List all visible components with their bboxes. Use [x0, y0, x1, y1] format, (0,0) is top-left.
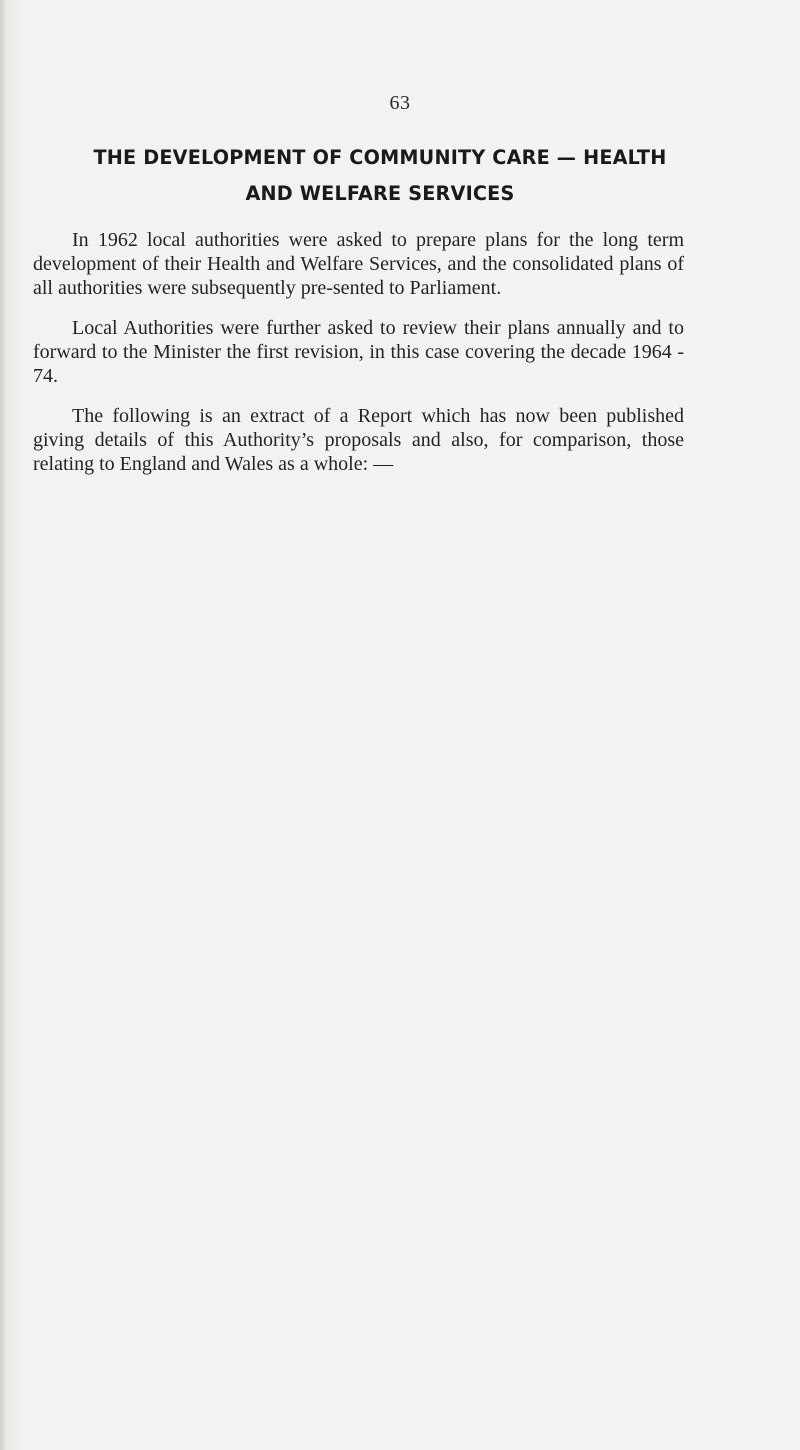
heading-line-1: THE DEVELOPMENT OF COMMUNITY CARE — HEALTH [93, 146, 667, 169]
section-heading [30, 140, 730, 212]
paragraph-3: The following is an extract of a Report which has now been published giving details of this Authority’s proposals and also, for comparison, those relating to England and Wales as a whole: — [33, 405, 684, 475]
heading-line-2: AND WELFARE SERVICES [245, 182, 515, 205]
page-number: 63 [389, 92, 411, 114]
body-text [33, 228, 684, 476]
paragraph-2: Local Authorities were further asked to review their plans annually and to forward to the Minister the first revision, in this case covering the decade 1964 - 74. [33, 317, 684, 387]
binding-shadow [0, 0, 6, 1450]
paragraph-1: In 1962 local authorities were asked to prepare plans for the long term development of their Health and Welfare Services, and the consolidated plans of all authorities were subsequently pre-sented to Parliament. [33, 229, 684, 299]
